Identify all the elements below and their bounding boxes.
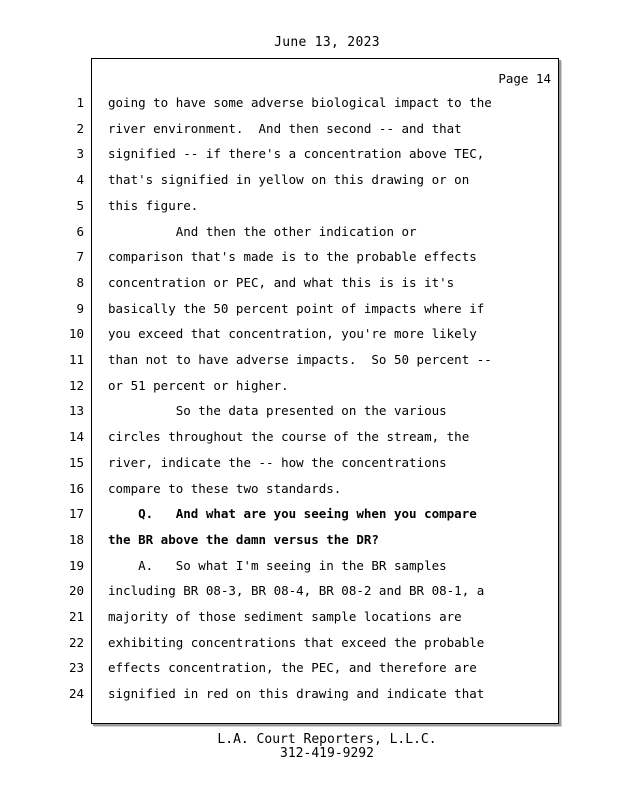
line-text: signified -- if there's a concentration above TEC, — [108, 146, 485, 162]
line-text: majority of those sediment sample locations are — [108, 609, 462, 624]
line-text: than not to have adverse impacts. So 50 percent -- — [108, 352, 492, 367]
line-number: 18 — [68, 531, 84, 547]
line-text: this figure. — [108, 197, 199, 213]
line-number: 8 — [76, 274, 84, 290]
line-number: 11 — [68, 352, 84, 367]
line-text: river, indicate the -- how the concentrations — [108, 454, 447, 470]
line-text: compare to these two standards. — [108, 480, 342, 496]
line-number: 16 — [68, 480, 84, 496]
page-number: Page 14 — [498, 71, 551, 86]
line-text: including BR 08-3, BR 08-4, BR 08-2 and BR 08-1, a — [108, 583, 485, 599]
line-text: basically the 50 percent point of impacts where if — [108, 300, 485, 316]
line-number: 17 — [68, 506, 84, 522]
line-text: circles throughout the course of the stream, the — [108, 429, 470, 445]
line-number: 12 — [68, 377, 84, 393]
line-text: So the data presented on the various — [108, 403, 447, 419]
line-number: 13 — [68, 403, 84, 419]
line-text: going to have some adverse biological impact to the — [108, 95, 492, 110]
line-number: 2 — [76, 120, 84, 136]
line-number: 21 — [68, 609, 84, 624]
line-number: 9 — [76, 300, 84, 316]
line-number: 20 — [68, 583, 84, 599]
line-text: river environment. And then second -- and that — [108, 120, 462, 136]
line-number: 23 — [68, 660, 84, 676]
line-text: effects concentration, the PEC, and therefore are — [108, 660, 477, 676]
line-number: 19 — [68, 557, 84, 573]
line-text: that's signified in yellow on this drawing or on — [108, 172, 470, 188]
line-text: A. So what I'm seeing in the BR samples — [108, 557, 447, 573]
line-text: you exceed that concentration, you're more likely — [108, 326, 477, 342]
line-number: 10 — [68, 326, 84, 342]
line-number: 24 — [68, 686, 84, 702]
line-number: 1 — [76, 95, 84, 110]
line-number: 3 — [76, 146, 84, 162]
line-text: exhibiting concentrations that exceed the probable — [108, 634, 485, 650]
line-text: or 51 percent or higher. — [108, 377, 289, 393]
line-text: the BR above the damn versus the DR? — [108, 531, 379, 547]
line-text: concentration or PEC, and what this is is it's — [108, 274, 455, 290]
line-text: And then the other indication or — [108, 223, 417, 239]
line-number: 4 — [76, 172, 84, 188]
footer-phone: 312-419-9292 — [280, 746, 374, 761]
line-number: 15 — [68, 454, 84, 470]
line-number: 22 — [68, 634, 84, 650]
transcript-date: June 13, 2023 — [274, 35, 380, 50]
line-text: comparison that's made is to the probable effects — [108, 249, 477, 265]
line-number: 6 — [76, 223, 84, 239]
footer-company: L.A. Court Reporters, L.L.C. — [217, 732, 437, 747]
line-text: signified in red on this drawing and indicate that — [108, 686, 485, 702]
line-number: 7 — [76, 249, 84, 265]
line-number: 5 — [76, 197, 84, 213]
line-text: Q. And what are you seeing when you compare — [108, 506, 477, 522]
footer — [0, 733, 618, 761]
line-number: 14 — [68, 429, 84, 445]
